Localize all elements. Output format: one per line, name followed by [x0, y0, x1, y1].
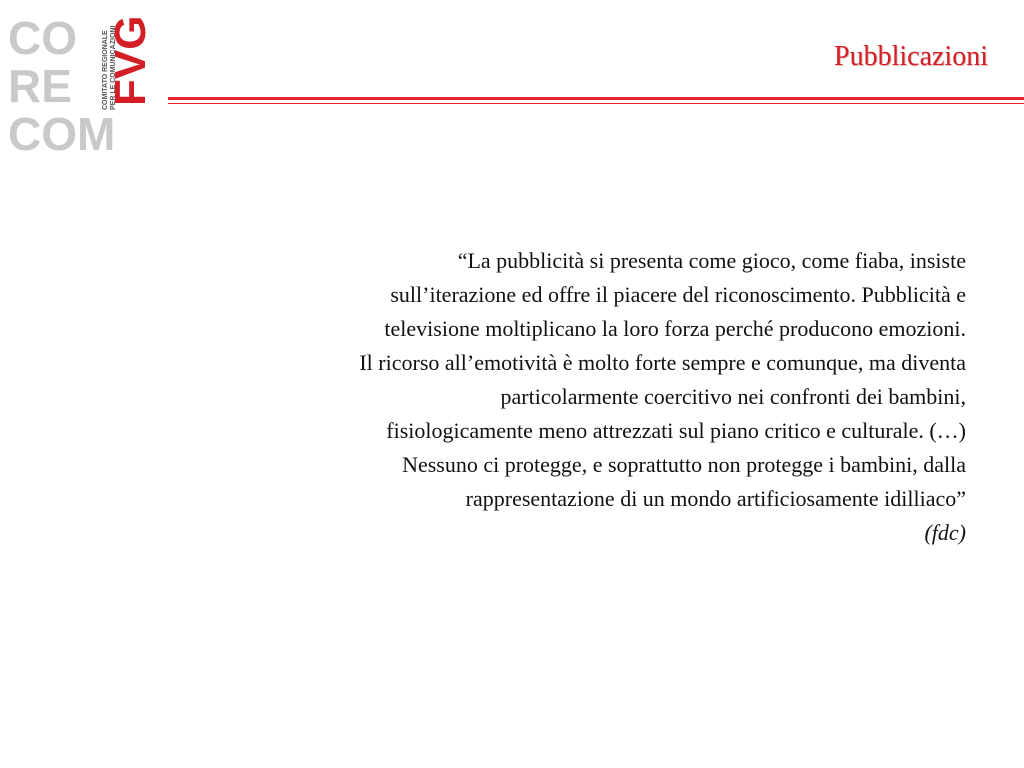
- quote-line: “La pubblicità si presenta come gioco, come fiaba, insiste: [457, 248, 966, 273]
- logo-text-re: RE: [8, 60, 72, 112]
- quote-line: sull’iterazione ed offre il piacere del riconoscimento. Pubblicità e: [390, 282, 966, 307]
- quote-line: Nessuno ci protegge, e soprattutto non protegge i bambini, dalla: [402, 452, 966, 477]
- logo-caption-line1: COMITATO REGIONALE: [102, 30, 109, 110]
- slide-title: Pubblicazioni: [834, 41, 988, 72]
- header-divider-thick: [168, 97, 1024, 100]
- quote-block: [170, 244, 966, 550]
- quote-line: particolarmente coercitivo nei confronti dei bambini,: [500, 384, 966, 409]
- quote-attribution: (fdc): [924, 520, 966, 545]
- logo-text-fvg: FVG: [106, 16, 148, 106]
- quote-line: rappresentazione di un mondo artificiosamente idilliaco”: [465, 486, 966, 511]
- logo-text-co: CO: [8, 16, 77, 64]
- quote-line: Il ricorso all’emotività è molto forte sempre e comunque, ma diventa: [359, 350, 966, 375]
- quote-line: televisione moltiplicano la loro forza perché producono emozioni.: [384, 316, 966, 341]
- logo-text-com: COM: [8, 108, 116, 156]
- logo-graphic: [8, 16, 148, 156]
- logo-caption-line2: PER LE COMUNICAZIONI: [110, 25, 117, 110]
- quote-line: fisiologicamente meno attrezzati sul piano critico e culturale. (…): [386, 418, 966, 443]
- corecom-fvg-logo: [8, 16, 148, 156]
- header-divider-thin: [168, 103, 1024, 104]
